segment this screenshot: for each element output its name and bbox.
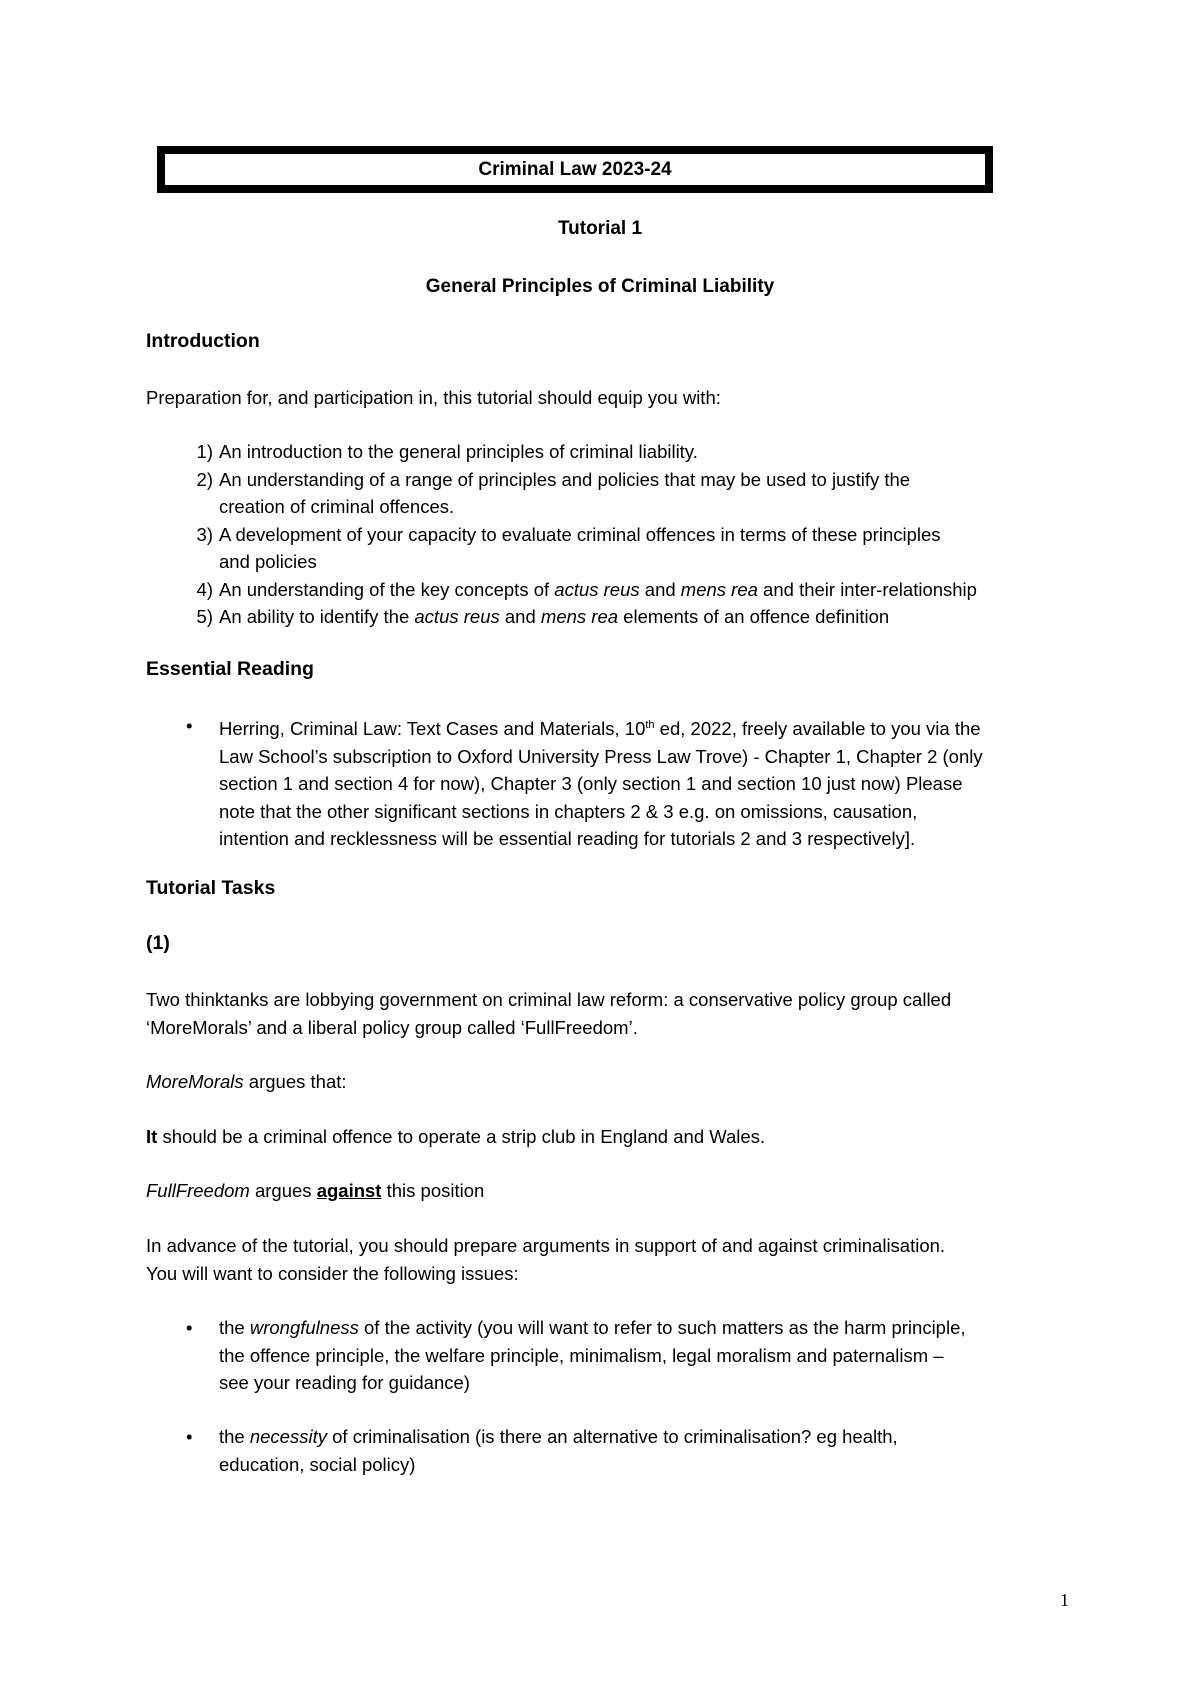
title-box <box>157 146 993 193</box>
course-title: Criminal Law 2023-24 <box>478 158 672 180</box>
task-paragraph: In advance of the tutorial, you should prepare arguments in support of and against criminalisation. You will want to consider the following issues: <box>146 1235 946 1284</box>
issues-list <box>146 1314 1076 1397</box>
list-item: 1) An introduction to the general principles of criminal liability. <box>196 441 698 462</box>
list-item: 3) A development of your capacity to evaluate criminal offences in terms of these principles and policies <box>196 523 941 572</box>
objectives-list <box>146 438 1076 631</box>
task-number: (1) <box>146 932 170 954</box>
task-paragraph: It should be a criminal offence to operate a strip club in England and Wales. <box>146 1126 766 1147</box>
introduction-heading: Introduction <box>146 330 260 352</box>
bullet-icon: • <box>186 1426 193 1447</box>
introduction-lead: Preparation for, and participation in, this tutorial should equip you with: <box>146 387 721 408</box>
task-paragraph: MoreMorals argues that: <box>146 1071 347 1092</box>
list-item: • Herring, Criminal Law: Text Cases and Materials, 10th ed, 2022, freely available to you via the Law School’s subscription to Oxford University Press Law Trove) - Chapter 1, Chapter 2 (only section 1 and section 4 for now), Chapter 3 (only section 1 and section 10 just now) Please note that the other significant sections in chapters 2 & 3 e.g. on omissions, causation, intention and recklessness will be essential reading for tutorials 2 and 3 respectively]. <box>146 712 1076 853</box>
bullet-icon: • <box>186 715 193 736</box>
task-paragraph: Two thinktanks are lobbying government on criminal law reform: a conservative policy group called ‘MoreMorals’ and a liberal policy group called ‘FullFreedom’. <box>146 989 952 1038</box>
list-item: • the necessity of criminalisation (is there an alternative to criminalisation? eg health, education, social policy) <box>146 1423 1076 1478</box>
tutorial-tasks-heading: Tutorial Tasks <box>146 877 276 899</box>
reading-list <box>146 712 1076 853</box>
essential-reading-heading: Essential Reading <box>146 658 314 680</box>
list-item: 4) An understanding of the key concepts of actus reus and mens rea and their inter-relationship <box>196 578 977 600</box>
page-number: 1 <box>1060 1590 1069 1610</box>
list-item: 5) An ability to identify the actus reus and mens rea elements of an offence definition <box>196 606 890 627</box>
issues-list <box>146 1423 1076 1478</box>
document-subtitle: General Principles of Criminal Liability <box>425 276 775 297</box>
list-item: • the wrongfulness of the activity (you will want to refer to such matters as the harm principle, the offence principle, the welfare principle, minimalism, legal moralism and paternalism – see your reading for guidance) <box>146 1314 1076 1397</box>
tutorial-label: Tutorial 1 <box>557 218 643 239</box>
list-item: 2) An understanding of a range of principles and policies that may be used to justify the creation of criminal offences. <box>196 468 911 517</box>
bullet-icon: • <box>186 1317 193 1338</box>
task-paragraph: FullFreedom argues against this position <box>146 1180 485 1201</box>
